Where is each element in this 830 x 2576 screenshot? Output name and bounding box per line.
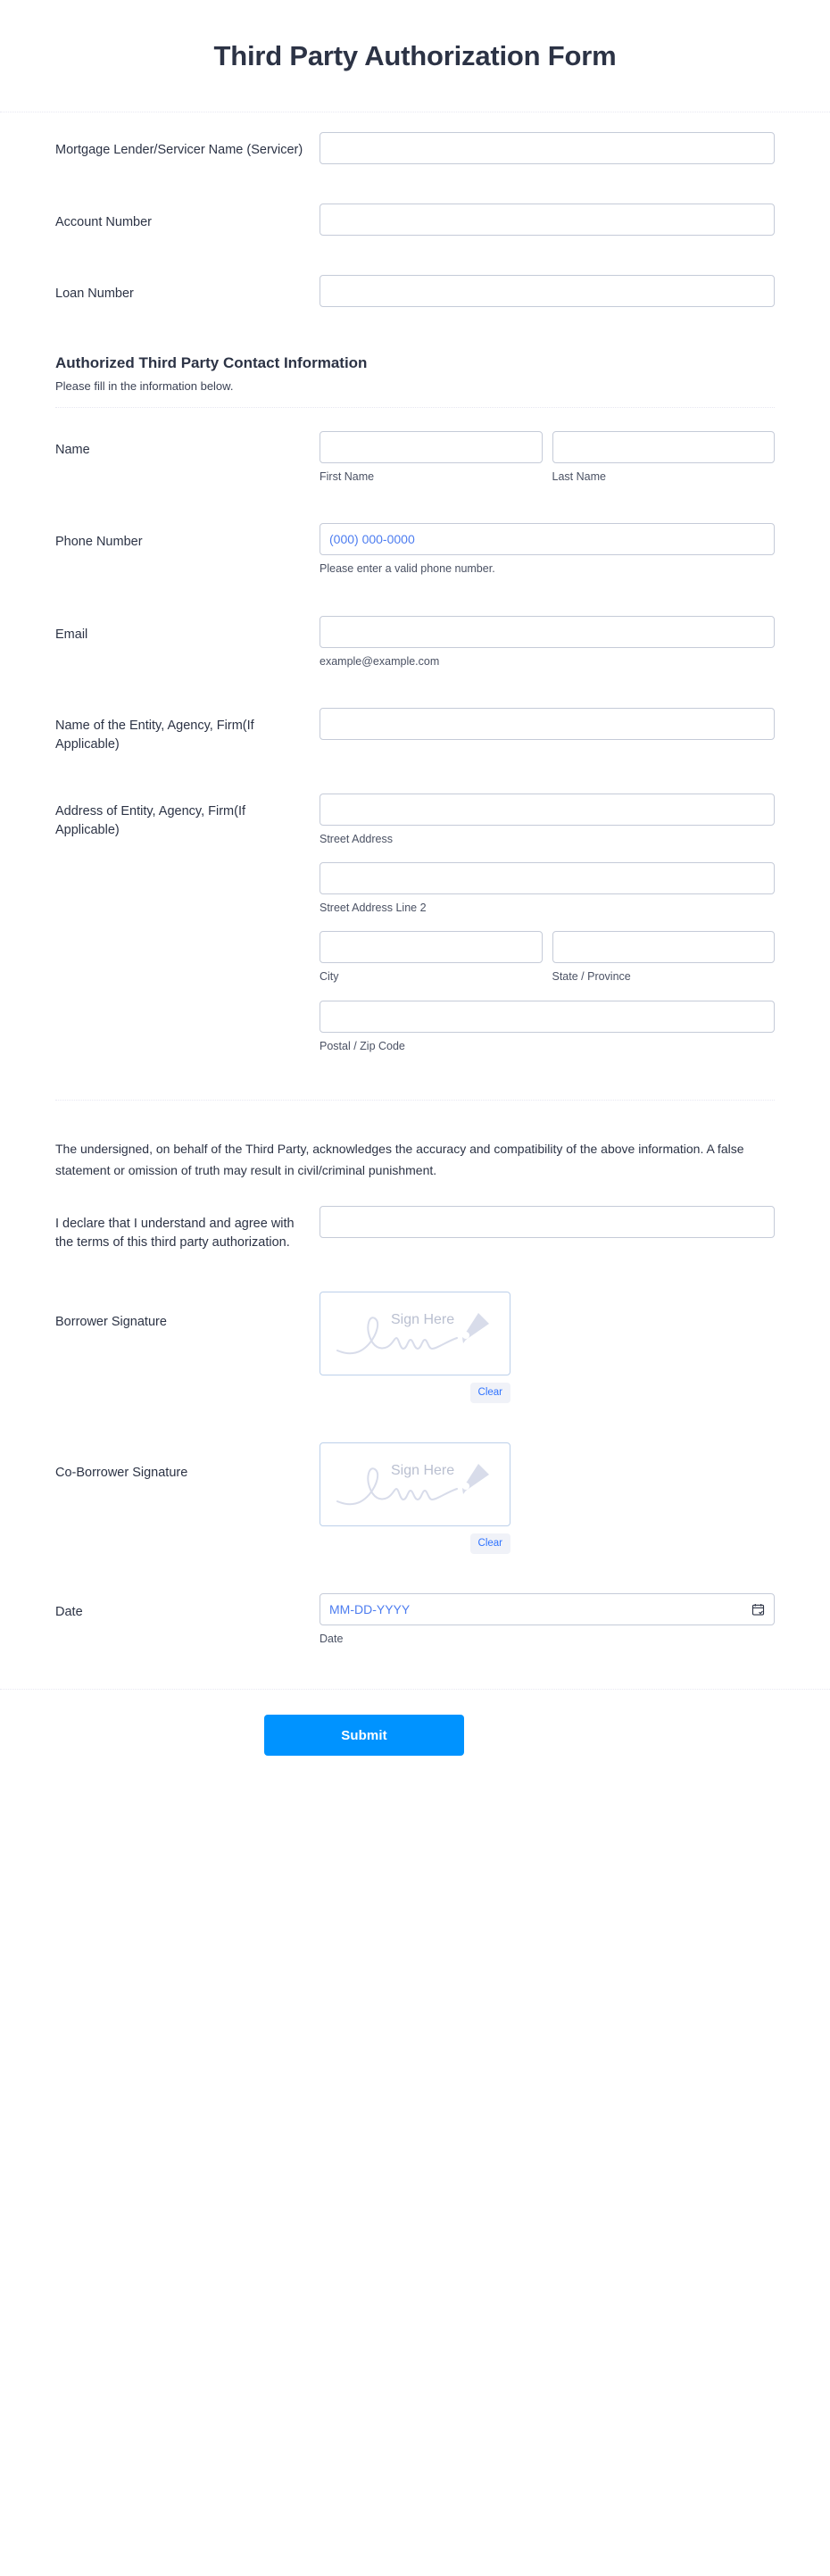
field-declaration — [55, 1186, 775, 1272]
section-title: Authorized Third Party Contact Information — [55, 353, 368, 371]
field-label-name: Name — [55, 443, 90, 458]
city-input[interactable] — [320, 931, 543, 963]
field-label-email: Email — [55, 627, 88, 642]
pen-nib-icon — [462, 1464, 489, 1494]
last-name-sublabel: Last Name — [552, 470, 606, 484]
section-subtitle: Please fill in the information below. — [55, 378, 234, 393]
field-label-phone-number: Phone Number — [55, 535, 143, 550]
coborrower-signature-clear-button[interactable]: Clear — [470, 1533, 510, 1554]
field-email — [55, 596, 775, 688]
field-control-coborrower-signature — [320, 1442, 775, 1554]
account-number-input[interactable] — [320, 204, 775, 236]
form-header — [0, 0, 830, 112]
section-divider — [55, 407, 775, 408]
field-label-entity-name: Name of the Entity, Agency, Firm(If Applicable) — [55, 718, 254, 752]
entity-name-input[interactable] — [320, 708, 775, 740]
field-label-entity-address: Address of Entity, Agency, Firm(If Applicable) — [55, 803, 246, 837]
field-label-account-number: Account Number — [55, 214, 152, 229]
borrower-signature-clear-button[interactable]: Clear — [470, 1383, 510, 1403]
field-loan-number — [55, 255, 775, 327]
sign-here-icon — [332, 1299, 498, 1368]
address-street2-group — [320, 862, 775, 915]
field-control-entity-address — [320, 794, 775, 1053]
field-control-declaration — [320, 1206, 775, 1238]
address-postal-group — [320, 1001, 775, 1053]
field-label-declaration: I declare that I understand and agree with the terms of this third party authorization. — [55, 1216, 295, 1250]
submit-button[interactable]: Submit — [264, 1715, 464, 1756]
field-account-number — [55, 184, 775, 255]
sign-here-label: Sign Here — [391, 1312, 455, 1327]
form-footer — [0, 1690, 830, 1818]
field-phone-number — [55, 503, 775, 595]
sign-here-icon — [332, 1450, 498, 1519]
field-label-loan-number: Loan Number — [55, 286, 134, 301]
city-sublabel: City — [320, 970, 339, 984]
address-city-state-row — [320, 931, 775, 984]
field-control-account-number — [320, 204, 775, 236]
postal-zip-input[interactable] — [320, 1001, 775, 1033]
last-name-input[interactable] — [552, 431, 776, 463]
field-entity-name — [55, 688, 775, 774]
section-authorized-third-party — [55, 327, 775, 411]
field-control-date — [320, 1593, 775, 1646]
field-label-servicer-name: Mortgage Lender/Servicer Name (Servicer) — [55, 142, 303, 157]
field-control-servicer-name — [320, 132, 775, 164]
disclaimer-text: The undersigned, on behalf of the Third Party, acknowledges the accuracy and compatibility of the above information. A false statement or omission of truth may result in civil/criminal punishment. — [55, 1141, 744, 1177]
borrower-signature-placeholder — [320, 1292, 510, 1375]
borrower-signature-pad[interactable] — [320, 1292, 510, 1375]
coborrower-signature-placeholder — [320, 1443, 510, 1525]
field-date — [55, 1574, 775, 1666]
street-address-line2-sublabel: Street Address Line 2 — [320, 902, 427, 915]
email-sublabel: example@example.com — [320, 654, 440, 668]
field-control-email — [320, 616, 775, 669]
date-input[interactable] — [320, 1593, 775, 1625]
state-province-input[interactable] — [552, 931, 776, 963]
street-address-sublabel: Street Address — [320, 832, 393, 845]
page-title: Third Party Authorization Form — [213, 40, 617, 71]
coborrower-signature-pad[interactable] — [320, 1442, 510, 1526]
phone-number-input[interactable] — [320, 523, 775, 555]
disclaimer-block — [55, 1101, 775, 1186]
field-control-borrower-signature — [320, 1292, 775, 1403]
field-control-entity-name — [320, 708, 775, 740]
name-last-group — [552, 431, 776, 484]
address-street-group — [320, 794, 775, 846]
field-borrower-signature — [55, 1272, 775, 1423]
name-first-group — [320, 431, 543, 484]
phone-number-sublabel: Please enter a valid phone number. — [320, 562, 495, 576]
servicer-name-input[interactable] — [320, 132, 775, 164]
email-input[interactable] — [320, 616, 775, 648]
declaration-input[interactable] — [320, 1206, 775, 1238]
field-control-loan-number — [320, 275, 775, 307]
address-city-group — [320, 931, 543, 984]
field-coborrower-signature — [55, 1423, 775, 1574]
first-name-input[interactable] — [320, 431, 543, 463]
loan-number-input[interactable] — [320, 275, 775, 307]
sign-here-label: Sign Here — [391, 1462, 455, 1478]
first-name-sublabel: First Name — [320, 470, 375, 484]
field-label-borrower-signature: Borrower Signature — [55, 1315, 167, 1329]
street-address-line2-input[interactable] — [320, 862, 775, 894]
date-sublabel: Date — [320, 1632, 344, 1645]
field-servicer-name — [55, 112, 775, 184]
field-name — [55, 411, 775, 503]
pen-nib-icon — [462, 1313, 489, 1343]
street-address-input[interactable] — [320, 794, 775, 826]
field-control-phone-number — [320, 523, 775, 576]
form-body — [0, 112, 830, 1689]
field-entity-address — [55, 774, 775, 1073]
field-label-date: Date — [55, 1604, 83, 1619]
field-label-coborrower-signature: Co-Borrower Signature — [55, 1465, 188, 1480]
field-control-name — [320, 431, 775, 484]
postal-zip-sublabel: Postal / Zip Code — [320, 1039, 405, 1052]
state-province-sublabel: State / Province — [552, 970, 631, 984]
address-state-group — [552, 931, 776, 984]
